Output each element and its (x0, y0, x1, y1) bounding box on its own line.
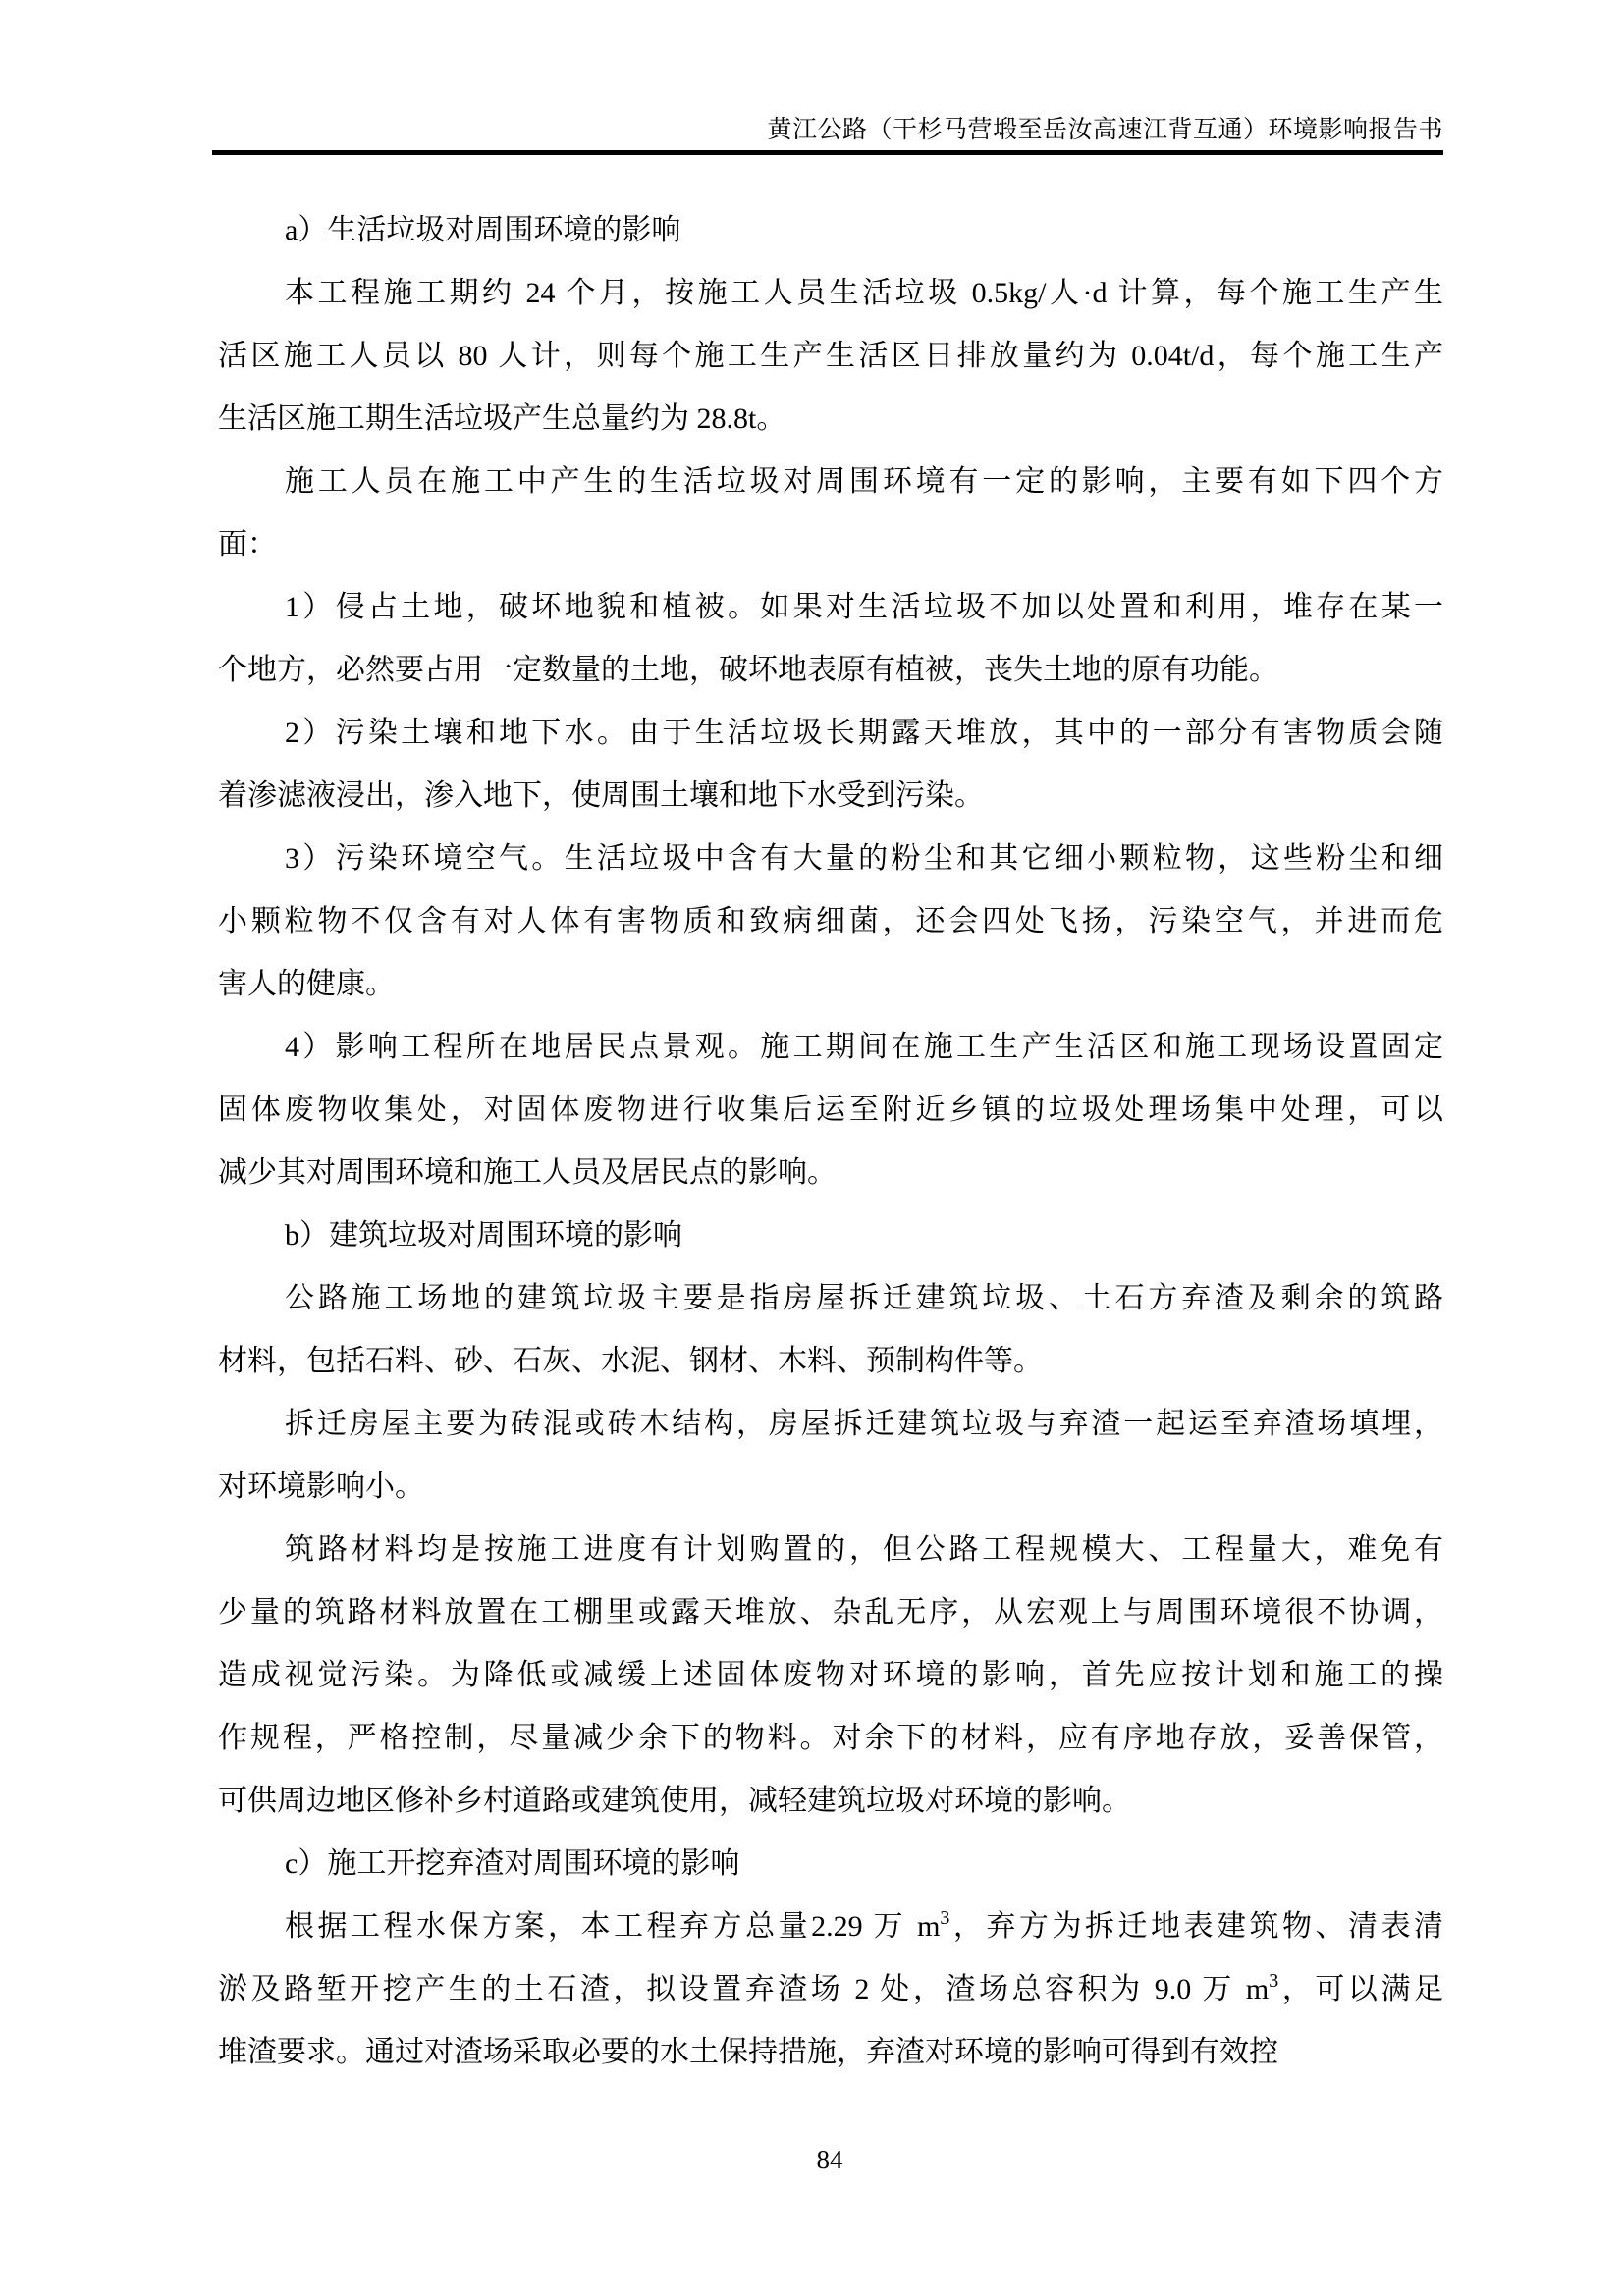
text-line: 作规程，严格控制，尽量减少余下的物料。对余下的材料，应有序地存放，妥善保管， (218, 1722, 1443, 1754)
document-body (218, 199, 1443, 2084)
text-line: 可供周边地区修补乡村道路或建筑使用，减轻建筑垃圾对环境的影响。 (218, 1785, 1131, 1817)
paragraph (218, 451, 1443, 576)
text-line: 个地方，必然要占用一定数量的土地，破坏地表原有植被，丧失土地的原有功能。 (218, 654, 1278, 686)
text-line: b）建筑垃圾对周围环境的影响 (285, 1219, 682, 1252)
text-line: 减少其对周围环境和施工人员及居民点的影响。 (218, 1156, 837, 1189)
text-line: 淤及路堑开挖产生的土石渣，拟设置弃渣场 2 处，渣场总容积为 9.0 万 $m^3$，可以满足 (218, 1970, 1443, 2005)
paragraph (218, 1833, 1443, 1896)
text-line: 着渗滤液浸出，渗入地下，使周围土壤和地下水受到污染。 (218, 779, 984, 812)
paragraph (218, 1519, 1443, 1833)
text-line: 筑路材料均是按施工进度有计划购置的，但公路工程规模大、工程量大，难免有 (285, 1533, 1443, 1566)
text-line: 生活区施工期生活垃圾产生总量约为 28.8t。 (218, 402, 786, 435)
text-line: 面： (218, 528, 277, 561)
text-line: 施工人员在施工中产生的生活垃圾对周围环境有一定的影响，主要有如下四个方 (285, 465, 1443, 498)
text-line: 根据工程水保方案，本工程弃方总量2.29 万 $m^3$，弃方为拆迁地表建筑物、清表清 (285, 1907, 1443, 1943)
text-line: 本工程施工期约 24 个月，按施工人员生活垃圾 0.5kg/人·d 计算，每个施工生产生 (285, 277, 1443, 309)
superscript: 3 (940, 1907, 950, 1929)
paragraph (218, 1267, 1443, 1393)
text-line: 活区施工人员以 80 人计，则每个施工生产生活区日排放量约为 0.04t/d，每个施工生产 (218, 340, 1443, 372)
page-header-title: 黄江公路（干杉马营塅至岳汝高速江背互通）环境影响报告书 (767, 117, 1443, 143)
text-line: 公路施工场地的建筑垃圾主要是指房屋拆迁建筑垃圾、土石方弃渣及剩余的筑路 (285, 1282, 1443, 1314)
text-line: 4）影响工程所在地居民点景观。施工期间在施工生产生活区和施工现场设置固定 (285, 1031, 1443, 1063)
text-line: 2）污染土壤和地下水。由于生活垃圾长期露天堆放，其中的一部分有害物质会随 (285, 717, 1443, 749)
text-line: 少量的筑路材料放置在工棚里或露天堆放、杂乱无序，从宏观上与周围环境很不协调， (218, 1596, 1443, 1629)
paragraph (218, 576, 1443, 702)
text-line: 堆渣要求。通过对渣场采取必要的水土保持措施，弃渣对环境的影响可得到有效控 (218, 2036, 1278, 2068)
text-line: 材料，包括石料、砂、石灰、水泥、钢材、木料、预制构件等。 (218, 1345, 1043, 1377)
page-number: 84 (816, 2145, 843, 2174)
paragraph (218, 1393, 1443, 1519)
paragraph (218, 1016, 1443, 1204)
paragraph (218, 1204, 1443, 1267)
text-line: 1）侵占土地，破坏地貌和植被。如果对生活垃圾不加以处置和利用，堆存在某一 (285, 591, 1443, 623)
paragraph (218, 199, 1443, 262)
text-line: c）施工开挖弃渣对周围环境的影响 (285, 1847, 740, 1880)
text-line: 小颗粒物不仅含有对人体有害物质和致病细菌，还会四处飞扬，污染空气，并进而危 (218, 905, 1443, 937)
paragraph (218, 702, 1443, 828)
header-rule (212, 150, 1443, 155)
paragraph (218, 828, 1443, 1016)
superscript: 3 (1269, 1970, 1279, 1992)
text-line: 拆迁房屋主要为砖混或砖木结构，房屋拆迁建筑垃圾与弃渣一起运至弃渣场填埋， (285, 1408, 1443, 1440)
text-line: 造成视觉污染。为降低或减缓上述固体废物对环境的影响，首先应按计划和施工的操 (218, 1659, 1443, 1691)
paragraph (218, 262, 1443, 451)
text-line: 固体废物收集处，对固体废物进行收集后运至附近乡镇的垃圾处理场集中处理，可以 (218, 1094, 1443, 1126)
text-line: a）生活垃圾对周围环境的影响 (285, 214, 681, 246)
text-line: 害人的健康。 (218, 968, 395, 1000)
paragraph (218, 1896, 1443, 2084)
text-line: 3）污染环境空气。生活垃圾中含有大量的粉尘和其它细小颗粒物，这些粉尘和细 (285, 842, 1443, 875)
text-line: 对环境影响小。 (218, 1470, 424, 1503)
